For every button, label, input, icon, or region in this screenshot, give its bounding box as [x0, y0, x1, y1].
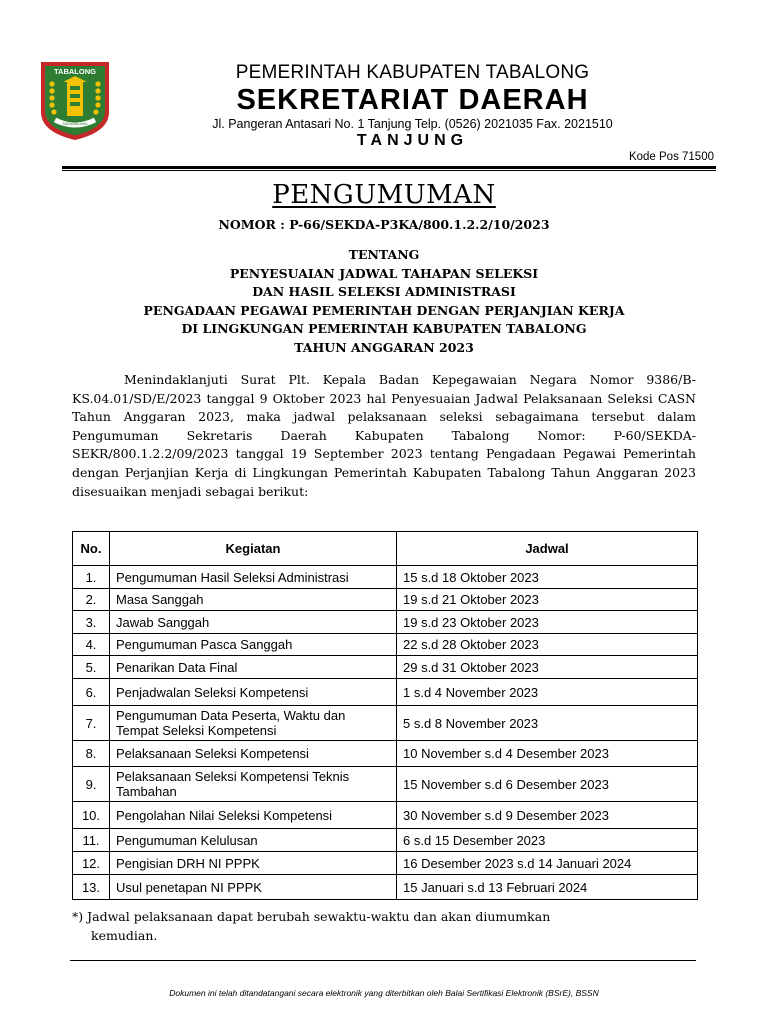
- header-jadwal: Jadwal: [397, 532, 698, 566]
- row-activity: Masa Sanggah: [110, 589, 397, 611]
- subject-line: DI LINGKUNGAN PEMERINTAH KABUPATEN TABALONG: [181, 321, 587, 337]
- row-schedule: 15 s.d 18 Oktober 2023: [397, 566, 698, 589]
- header-kegiatan: Kegiatan: [110, 532, 397, 566]
- row-number: 4.: [73, 634, 110, 656]
- row-schedule: 22 s.d 28 Oktober 2023: [397, 634, 698, 656]
- letterhead-divider-thin: [62, 170, 716, 171]
- table-row: [73, 875, 698, 900]
- subject-line: PENGADAAN PEGAWAI PEMERINTAH DENGAN PERJANJIAN KERJA: [143, 302, 625, 318]
- logo-text-top: TABALONG: [54, 67, 96, 76]
- table-row: [73, 802, 698, 829]
- row-activity: Penjadwalan Seleksi Kompetensi: [110, 679, 397, 706]
- office-address: Jl. Pangeran Antasari No. 1 Tanjung Telp. (0526) 2021035 Fax. 2021510: [212, 117, 613, 131]
- body-paragraph: Menindaklanjuti Surat Plt. Kepala Badan Kepegawaian Negara Nomor 9386/B-KS.04.01/SD/E/2023 tanggal 9 Oktober 2023 hal Penyesuaian Jadwal Pelaksanaan Seleksi CASN Tahun Anggaran 2023, maka jadwal pelaksanaan seleksi sebagaimana tersebut dalam Pengumuman Sekretaris Daerah Kabupaten Tabalong Nomor: P-60/SEKDA-SEKR/800.1.2.2/09/2023 tanggal 19 September 2023 tentang Pengadaan Pegawai Pemerintah dengan Perjanjian Kerja di Lingkungan Pemerintah Kabupaten Tabalong Tahun Anggaran 2023 disesuaikan menjadi sebagai berikut:: [72, 372, 696, 499]
- schedule-note: [72, 907, 682, 945]
- row-activity: Pelaksanaan Seleksi Kompetensi Teknis Tambahan: [110, 767, 397, 802]
- document-title: PENGUMUMAN: [272, 180, 496, 210]
- letterhead-divider-thick: [62, 166, 716, 169]
- body-paragraph-container: [72, 371, 696, 501]
- note-line: kemudian.: [91, 928, 158, 943]
- row-number: 8.: [73, 741, 110, 767]
- row-number: 12.: [73, 852, 110, 875]
- table-row: [73, 829, 698, 852]
- office-name: SEKRETARIAT DAERAH: [236, 84, 589, 116]
- row-schedule: 15 November s.d 6 Desember 2023: [397, 767, 698, 802]
- row-number: 5.: [73, 656, 110, 679]
- schedule-table: [72, 531, 698, 900]
- subject-line: TENTANG: [348, 247, 420, 262]
- row-schedule: 6 s.d 15 Desember 2023: [397, 829, 698, 852]
- row-number: 1.: [73, 566, 110, 589]
- row-number: 11.: [73, 829, 110, 852]
- logo-text-bottom: SARABAKAWA: [62, 122, 88, 126]
- postal-code: Kode Pos 71500: [628, 151, 714, 163]
- e-signature-footer: Dokumen ini telah ditandatangani secara elektronik yang diterbitkan oleh Balai Sertifikasi Elektronik (BSrE), BSSN: [169, 988, 599, 998]
- government-name: PEMERINTAH KABUPATEN TABALONG: [235, 62, 590, 83]
- row-number: 2.: [73, 589, 110, 611]
- row-activity: Pengumuman Kelulusan: [110, 829, 397, 852]
- subject-line: DAN HASIL SELEKSI ADMINISTRASI: [252, 284, 516, 300]
- table-row: [73, 741, 698, 767]
- row-activity: Pelaksanaan Seleksi Kompetensi: [110, 741, 397, 767]
- row-activity: Pengumuman Pasca Sanggah: [110, 634, 397, 656]
- table-row: [73, 679, 698, 706]
- row-schedule: 5 s.d 8 November 2023: [397, 706, 698, 741]
- office-city: TANJUNG: [356, 132, 469, 149]
- row-schedule: 29 s.d 31 Oktober 2023: [397, 656, 698, 679]
- subject-line: PENYESUAIAN JADWAL TAHAPAN SELEKSI: [229, 265, 539, 281]
- row-activity: Pengisian DRH NI PPPK: [110, 852, 397, 875]
- row-number: 7.: [73, 706, 110, 741]
- note-line: *) Jadwal pelaksanaan dapat berubah sewaktu-waktu dan akan diumumkan: [72, 909, 551, 924]
- row-schedule: 16 Desember 2023 s.d 14 Januari 2024: [397, 852, 698, 875]
- row-activity: Pengumuman Hasil Seleksi Administrasi: [110, 566, 397, 589]
- row-activity: Penarikan Data Final: [110, 656, 397, 679]
- header-no: No.: [73, 532, 110, 566]
- row-number: 13.: [73, 875, 110, 900]
- row-schedule: 15 Januari s.d 13 Februari 2024: [397, 875, 698, 900]
- row-number: 6.: [73, 679, 110, 706]
- document-number: NOMOR : P-66/SEKDA-P3KA/800.1.2.2/10/2023: [218, 217, 550, 232]
- document-subject: [0, 246, 768, 358]
- table-row: [73, 634, 698, 656]
- table-row: [73, 767, 698, 802]
- row-activity: Jawab Sanggah: [110, 611, 397, 634]
- row-schedule: 30 November s.d 9 Desember 2023: [397, 802, 698, 829]
- row-activity: Pengumuman Data Peserta, Waktu dan Tempat Seleksi Kompetensi: [110, 706, 397, 741]
- table-row: [73, 852, 698, 875]
- row-number: 10.: [73, 802, 110, 829]
- table-row: [73, 706, 698, 741]
- table-row: [73, 589, 698, 611]
- table-row: [73, 656, 698, 679]
- table-header-row: [73, 532, 698, 566]
- row-activity: Usul penetapan NI PPPK: [110, 875, 397, 900]
- row-number: 3.: [73, 611, 110, 634]
- row-number: 9.: [73, 767, 110, 802]
- footer-divider: [70, 960, 696, 961]
- tabalong-emblem-logo: [39, 60, 111, 142]
- table-row: [73, 566, 698, 589]
- row-schedule: 19 s.d 23 Oktober 2023: [397, 611, 698, 634]
- row-activity: Pengolahan Nilai Seleksi Kompetensi: [110, 802, 397, 829]
- table-row: [73, 611, 698, 634]
- subject-line: TAHUN ANGGARAN 2023: [294, 339, 474, 355]
- row-schedule: 1 s.d 4 November 2023: [397, 679, 698, 706]
- row-schedule: 10 November s.d 4 Desember 2023: [397, 741, 698, 767]
- row-schedule: 19 s.d 21 Oktober 2023: [397, 589, 698, 611]
